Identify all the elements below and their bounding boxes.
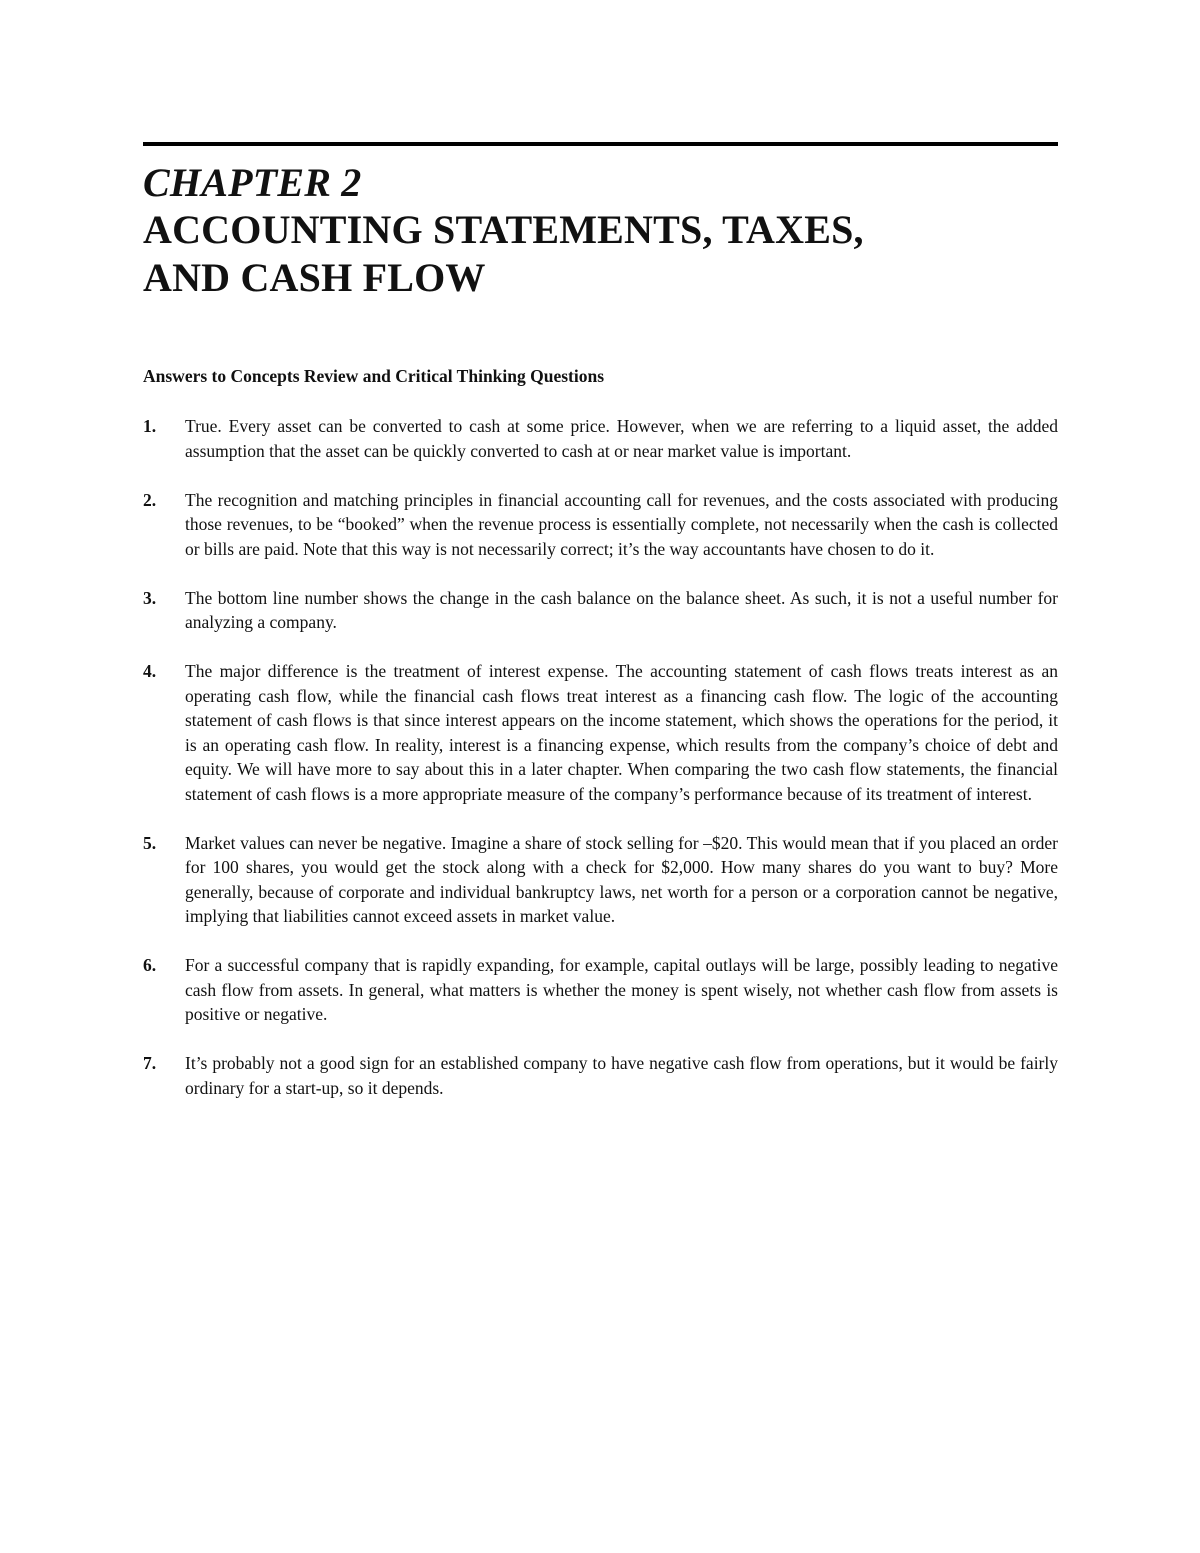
answer-text: It’s probably not a good sign for an established company to have negative cash flow from operations, but it would be fairly ordinary for a start-up, so it depends. <box>185 1053 1058 1098</box>
chapter-title-line: AND CASH FLOW <box>143 255 486 300</box>
answer-text: Market values can never be negative. Imagine a share of stock selling for –$20. This would mean that if you placed an order for 100 shares, you would get the stock along with a check for $2,000. How many shares do you want to buy? More generally, because of corporate and individual bankruptcy laws, net worth for a person or a corporation cannot be negative, implying that liabilities cannot exceed assets in market value. <box>185 832 1058 926</box>
answer-number: 5. <box>143 832 157 853</box>
answer-number: 1. <box>143 416 157 436</box>
answer-text: True. Every asset can be converted to cash at some price. However, when we are referring to a liquid asset, the added assumption that the asset can be quickly converted to cash at or near market value is important. <box>185 416 1058 461</box>
answer-number: 2. <box>143 489 157 510</box>
chapter-label: CHAPTER 2 <box>143 160 362 205</box>
answer-item <box>143 831 1058 929</box>
answer-item <box>143 659 1058 806</box>
answer-number: 6. <box>143 955 157 975</box>
answer-text: The recognition and matching principles in financial accounting call for revenues, and the costs associated with producing those revenues, to be “booked” when the revenue process is essentially complete, not necessarily when the cash is collected or bills are paid. Note that this way is not necessarily correct; it’s the way accountants have chosen to do it. <box>185 489 1058 559</box>
chapter-title <box>143 206 1058 302</box>
answer-number: 3. <box>143 587 157 608</box>
answer-number: 4. <box>143 661 157 681</box>
answer-text: For a successful company that is rapidly expanding, for example, capital outlays will be large, possibly leading to negative cash flow from assets. In general, what matters is whether the money is spent wisely, not whether cash flow from assets is positive or negative. <box>185 955 1058 1024</box>
answer-text: The bottom line number shows the change in the cash balance on the balance sheet. As such, it is not a useful number for analyzing a company. <box>185 587 1058 632</box>
answer-item <box>143 1051 1058 1100</box>
top-rule-divider <box>143 142 1058 146</box>
answers-list <box>143 414 1058 1100</box>
answer-text: The major difference is the treatment of interest expense. The accounting statement of cash flows treats interest as an operating cash flow, while the financial cash flows treat interest as a financing cash flow. The logic of the accounting statement of cash flows is that since interest appears on the income statement, which shows the operations for the period, it is an operating cash flow. In reality, interest is a financing expense, which results from the company’s choice of debt and equity. We will have more to say about this in a later chapter. When comparing the two cash flow statements, the financial statement of cash flows is a more appropriate measure of the company’s performance because of its treatment of interest. <box>185 661 1058 804</box>
answer-item <box>143 488 1058 562</box>
chapter-title-line: ACCOUNTING STATEMENTS, TAXES, <box>143 207 864 252</box>
answer-item <box>143 586 1058 635</box>
answer-number: 7. <box>143 1053 157 1073</box>
answer-item <box>143 953 1058 1027</box>
answer-item <box>143 414 1058 463</box>
section-heading: Answers to Concepts Review and Critical Thinking Questions <box>143 366 605 386</box>
document-page <box>143 142 1058 1125</box>
